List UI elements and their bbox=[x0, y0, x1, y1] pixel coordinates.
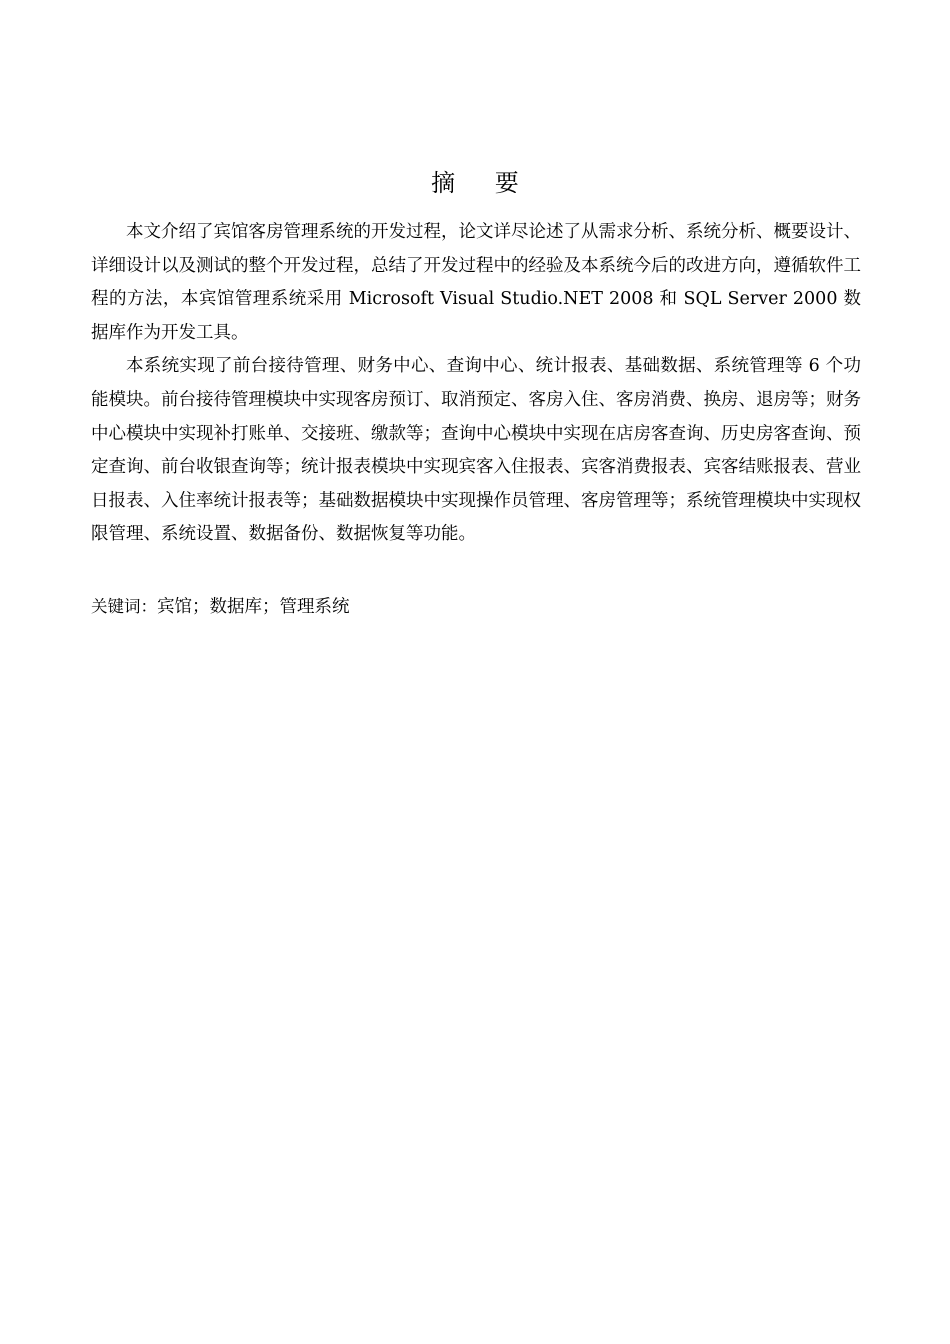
abstract-paragraph-1: 本文介绍了宾馆客房管理系统的开发过程，论文详尽论述了从需求分析、系统分析、概要设计、详细设计以及测试的整个开发过程，总结了开发过程中的经验及本系统今后的改进方向，遵循软件工程的方法，本宾馆管理系统采用 Microsoft Visual Studio.NET 2008 和 SQL Server 2000 数据库作为开发工具。 bbox=[91, 222, 861, 343]
abstract-paragraph-2: 本系统实现了前台接待管理、财务中心、查询中心、统计报表、基础数据、系统管理等 6 个功能模块。前台接待管理模块中实现客房预订、取消预定、客房入住、客房消费、换房、退房等；财务中心模块中实现补打账单、交接班、缴款等；查询中心模块中实现在店房客查询、历史房客查询、预定查询、前台收银查询等；统计报表模块中实现宾客入住报表、宾客消费报表、宾客结账报表、营业日报表、入住率统计报表等；基础数据模块中实现操作员管理、客房管理等；系统管理模块中实现权限管理、系统设置、数据备份、数据恢复等功能。 bbox=[91, 356, 861, 545]
keywords-value: 宾馆；数据库；管理系统 bbox=[157, 597, 350, 617]
keywords-label: 关键词： bbox=[91, 597, 157, 616]
keywords-line bbox=[91, 590, 861, 624]
abstract-body bbox=[91, 216, 861, 552]
abstract-title: 摘 要 bbox=[431, 169, 535, 197]
